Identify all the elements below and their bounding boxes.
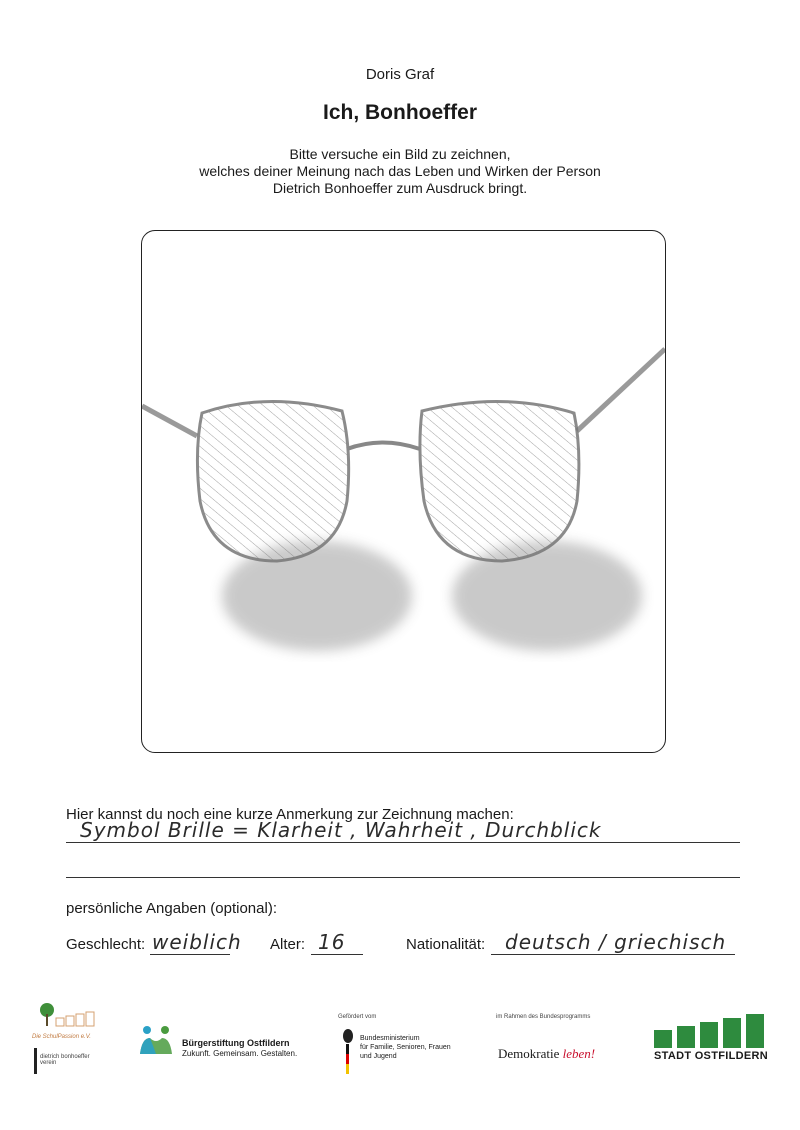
author-name: Doris Graf [365,66,435,83]
ministry-name [360,1034,451,1061]
funded-by-text: Gefördert vom [338,1014,377,1020]
gender-line [150,954,230,955]
buergerstiftung-subtitle: Zukunft. Gemeinsam. Gestalten. [182,1049,298,1058]
programme-name [498,1046,595,1062]
note-line-1 [66,842,740,843]
buergerstiftung-logo [138,1024,318,1064]
left-temple [142,406,197,436]
nationality-line [491,954,735,955]
gender-label: Geschlecht: [66,936,146,953]
programme-word: Demokratie [498,1046,560,1061]
personal-heading: persönliche Angaben (optional): [66,900,277,917]
instruction-line: welches deiner Meinung nach das Leben und Wirken der Person [199,163,601,179]
left-lens [197,401,348,561]
age-value[interactable]: 16 [318,930,346,954]
buergerstiftung-title: Bürgerstiftung Ostfildern [182,1038,290,1048]
instruction-line: Bitte versuche ein Bild zu zeichnen, [289,146,511,162]
instructions [0,146,800,197]
schulpassion-name: Die SchulPassion e.V. [32,1034,91,1040]
right-temple [577,349,665,431]
city-bars-icon [654,1012,774,1048]
note-value[interactable]: Symbol Brille = Klarheit , Wahrheit , Durchblick [80,818,602,842]
programme-intro: im Rahmen des Bundesprogramms [496,1014,591,1020]
federal-eagle-icon [340,1026,356,1076]
note-label: Hier kannst du noch eine kurze Anmerkung zur Zeichnung machen: [66,806,514,823]
ostfildern-logo [654,1012,774,1072]
demokratie-leben-logo [496,1014,636,1074]
bridge [347,443,420,450]
instruction-line: Dietrich Bonhoeffer zum Ausdruck bringt. [272,180,528,196]
bmfsfj-logo [338,1014,468,1084]
programme-word-colored: leben! [562,1046,596,1061]
nationality-value[interactable]: deutsch / griechisch [505,930,727,954]
dbv-name: dietrich bonhoeffer verein [40,1054,90,1066]
drawing-frame [141,230,666,753]
gender-value[interactable]: weiblich [152,930,242,954]
age-line [311,954,363,955]
city-name: STADT OSTFILDERN [654,1050,768,1062]
ministry-line: für Familie, Senioren, Frauen [360,1044,451,1051]
note-line-2 [66,877,740,878]
glasses-drawing [142,231,665,752]
page-title: Ich, Bonhoeffer [322,101,477,124]
schulpassion-logo [30,1000,120,1080]
people-icon [138,1024,174,1058]
dbv-mark [34,1048,37,1074]
ministry-line: und Jugend [360,1053,397,1060]
right-lens [420,401,579,561]
age-label: Alter: [270,936,306,953]
ministry-line: Bundesministerium [360,1035,420,1042]
nationality-label: Nationalität: [406,936,486,953]
